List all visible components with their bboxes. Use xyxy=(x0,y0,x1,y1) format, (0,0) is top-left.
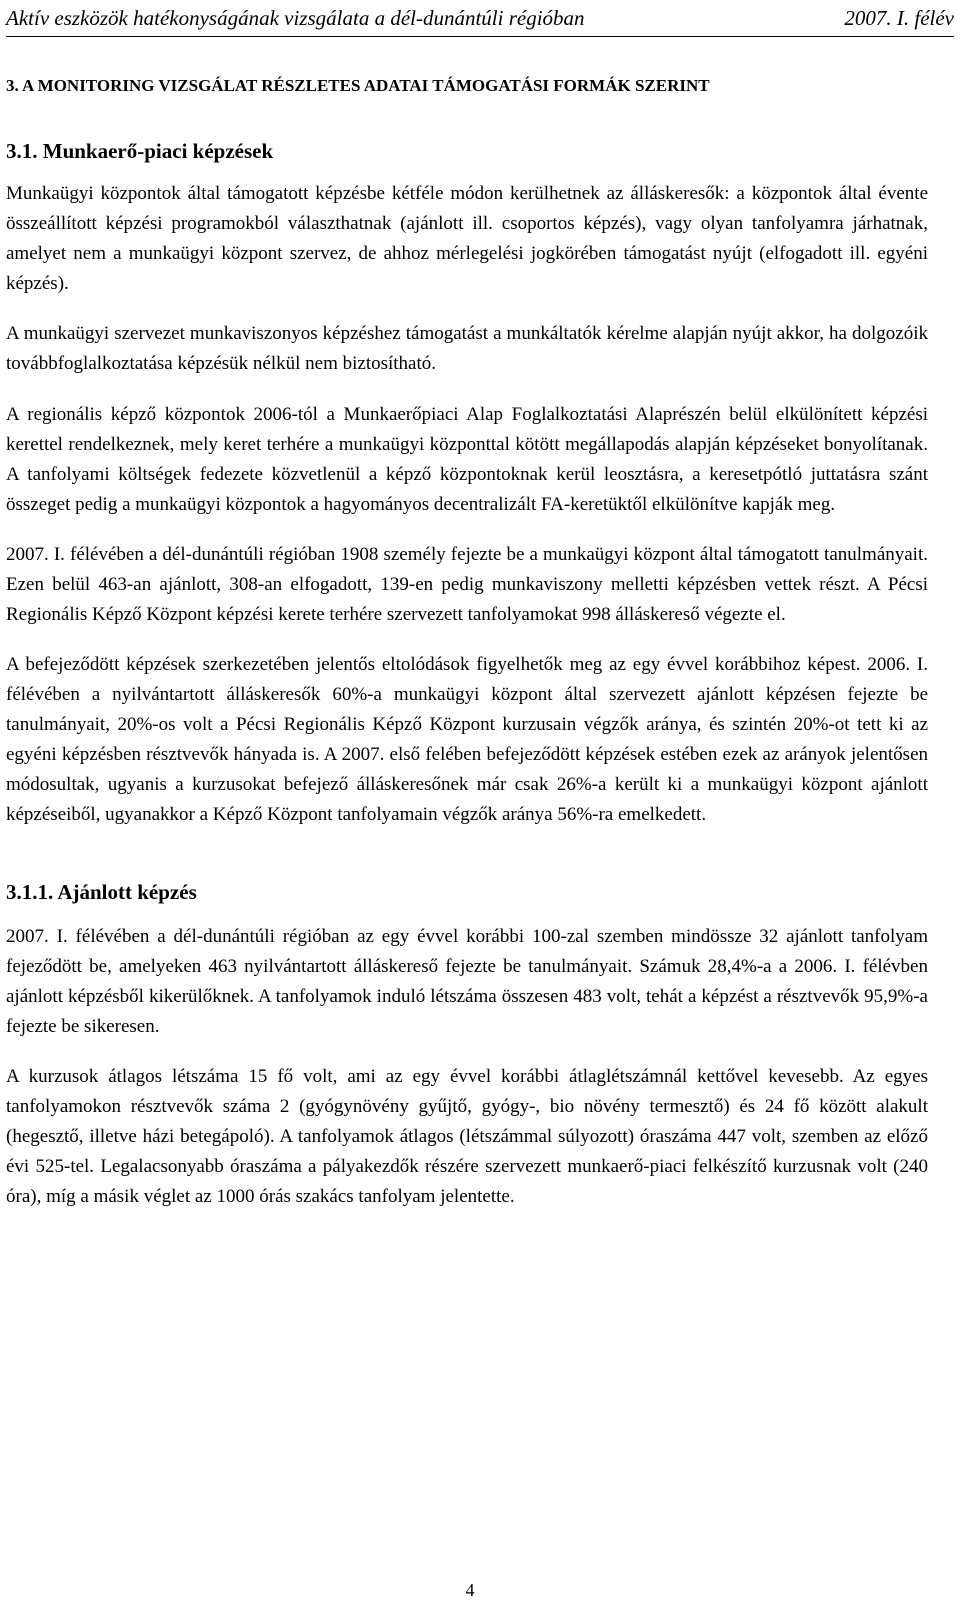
paragraph-course-sizes: A kurzusok átlagos létszáma 15 fő volt, ami az egy évvel korábbi átlaglétszámnál kettővel kevesebb. Az egyes tanfolyamokon résztvevők száma 2 (gyógynövény gyűjtő, gyógy-, bio növény termesztő) és 24 fő között alakult (hegesztő, illetve házi betegápoló). A tanfolyamok átlagos (létszámmal súlyozott) óraszáma 447 volt, szemben az előző évi 525-tel. Legalacsonyabb óraszáma a pályakezdők részére szervezett munkaerő-piaci felkészítő kurzusnak volt (240 óra), míg a másik véglet az 1000 órás szakács tanfolyam jelentette. xyxy=(6,1066,928,1207)
running-header xyxy=(6,6,954,37)
paragraph-structure-shift: A befejeződött képzések szerkezetében jelentős eltolódások figyelhetők meg az egy évvel korábbihoz képest. 2006. I. félévében a nyilvántartott álláskeresők 60%-a munkaügyi központ által szervezett ajánlott képzésen fejezte be tanulmányait, 20%-os volt a Pécsi Regionális Képző Központ kurzusain végzők aránya, és szintén 20%-ot tett ki az egyéni képzésben résztvevők hányada is. A 2007. első felében befejeződött képzések estében ezek az arányok jelentősen módosultak, ugyanis a kurzusokat befejező álláskeresőnek már csak 26%-a került ki a munkaügyi központ ajánlott képzéseiből, ugyanakkor a Képző Központ tanfolyamain végzők aránya 56%-ra emelkedett. xyxy=(6,654,928,825)
header-period: 2007. I. félév xyxy=(844,6,954,30)
subsection-title-3-1-1: 3.1.1. Ajánlott képzés xyxy=(6,880,197,904)
page-number: 4 xyxy=(465,1580,475,1600)
paragraph-regional-centers: A regionális képző központok 2006-tól a Munkaerőpiaci Alap Foglalkoztatási Alaprészén belül elkülönített képzési kerettel rendelkeznek, mely keret terhére a munkaügyi központtal kötött megállapodás alapján képzéseket bonyolítanak. A tanfolyami költségek fedezete közvetlenül a képző központoknak kerül leosztásra, a keresetpótló juttatásra szánt összeget pedig a munkaügyi központok a hagyományos decentralizált FA-keretüktől elkülönítve kapják meg. xyxy=(6,404,928,515)
section-title: 3. A MONITORING VIZSGÁLAT RÉSZLETES ADATAI TÁMOGATÁSI FORMÁK SZERINT xyxy=(6,76,710,95)
paragraph-training-intro: Munkaügyi központok által támogatott képzésbe kétféle módon kerülhetnek az álláskeresők: a központok által évente összeállított képzési programokból választhatnak (ajánlott ill. csoportos képzés), vagy olyan tanfolyamra járhatnak, amelyet nem a munkaügyi központ szervez, de ahhoz mérlegelési jogkörében támogatást nyújt (elfogadott ill. egyéni képzés). xyxy=(6,183,928,294)
paragraph-2007-results: 2007. I. félévében a dél-dunántúli régióban 1908 személy fejezte be a munkaügyi központ által támogatott tanulmányait. Ezen belül 463-an ajánlott, 308-an elfogadott, 139-en pedig munkaviszony melletti képzésben vettek részt. A Pécsi Regionális Képző Központ képzési kerete terhére szervezett tanfolyamokat 998 álláskereső végezte el. xyxy=(6,544,928,625)
document-body xyxy=(6,74,928,1212)
subsection-title-3-1: 3.1. Munkaerő-piaci képzések xyxy=(6,139,274,163)
paragraph-recommended-training: 2007. I. félévében a dél-dunántúli régióban az egy évvel korábbi 100-zal szemben mindössze 32 ajánlott tanfolyam fejeződött be, amelyeken 463 nyilvántartott álláskereső fejezte be tanulmányait. Számuk 28,4%-a a 2006. I. félévben ajánlott képzésből kikerülőknek. A tanfolyamok induló létszáma összesen 483 volt, tehát a képzést a résztvevők 95,9%-a fejezte be sikeresen. xyxy=(6,926,928,1037)
header-title: Aktív eszközök hatékonyságának vizsgálata a dél-dunántúli régióban xyxy=(6,6,585,30)
paragraph-employment-training: A munkaügyi szervezet munkaviszonyos képzéshez támogatást a munkáltatók kérelme alapján nyújt akkor, ha dolgozóik továbbfoglalkoztatása képzésük nélkül nem biztosítható. xyxy=(6,323,928,374)
